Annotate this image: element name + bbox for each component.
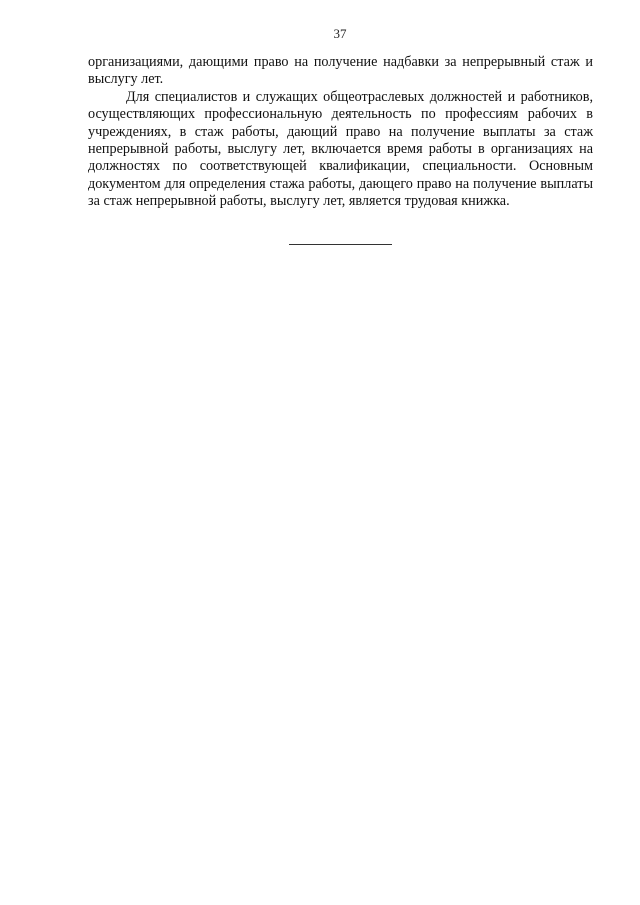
page-number: 37 bbox=[333, 26, 347, 41]
body-text bbox=[88, 54, 593, 211]
end-of-section-rule bbox=[289, 244, 392, 245]
paragraph-continuation: организациями, дающими право на получение надбавки за непрерывный стаж и выслугу лет. bbox=[88, 54, 593, 88]
paragraph-length-of-service: Для специалистов и служащих общеотраслевых должностей и работников, осуществляющих профессиональную деятельность по профессиям рабочих в учреждениях, в стаж работы, дающий право на получение выплаты за стаж непрерывной работы, выслугу лет, включается время работы в организациях на должностях по соответствующей квалификации, специальности. Основным документом для определения стажа работы, дающего право на получение выплаты за стаж непрерывной работы, выслугу лет, является трудовая книжка. bbox=[88, 88, 593, 210]
